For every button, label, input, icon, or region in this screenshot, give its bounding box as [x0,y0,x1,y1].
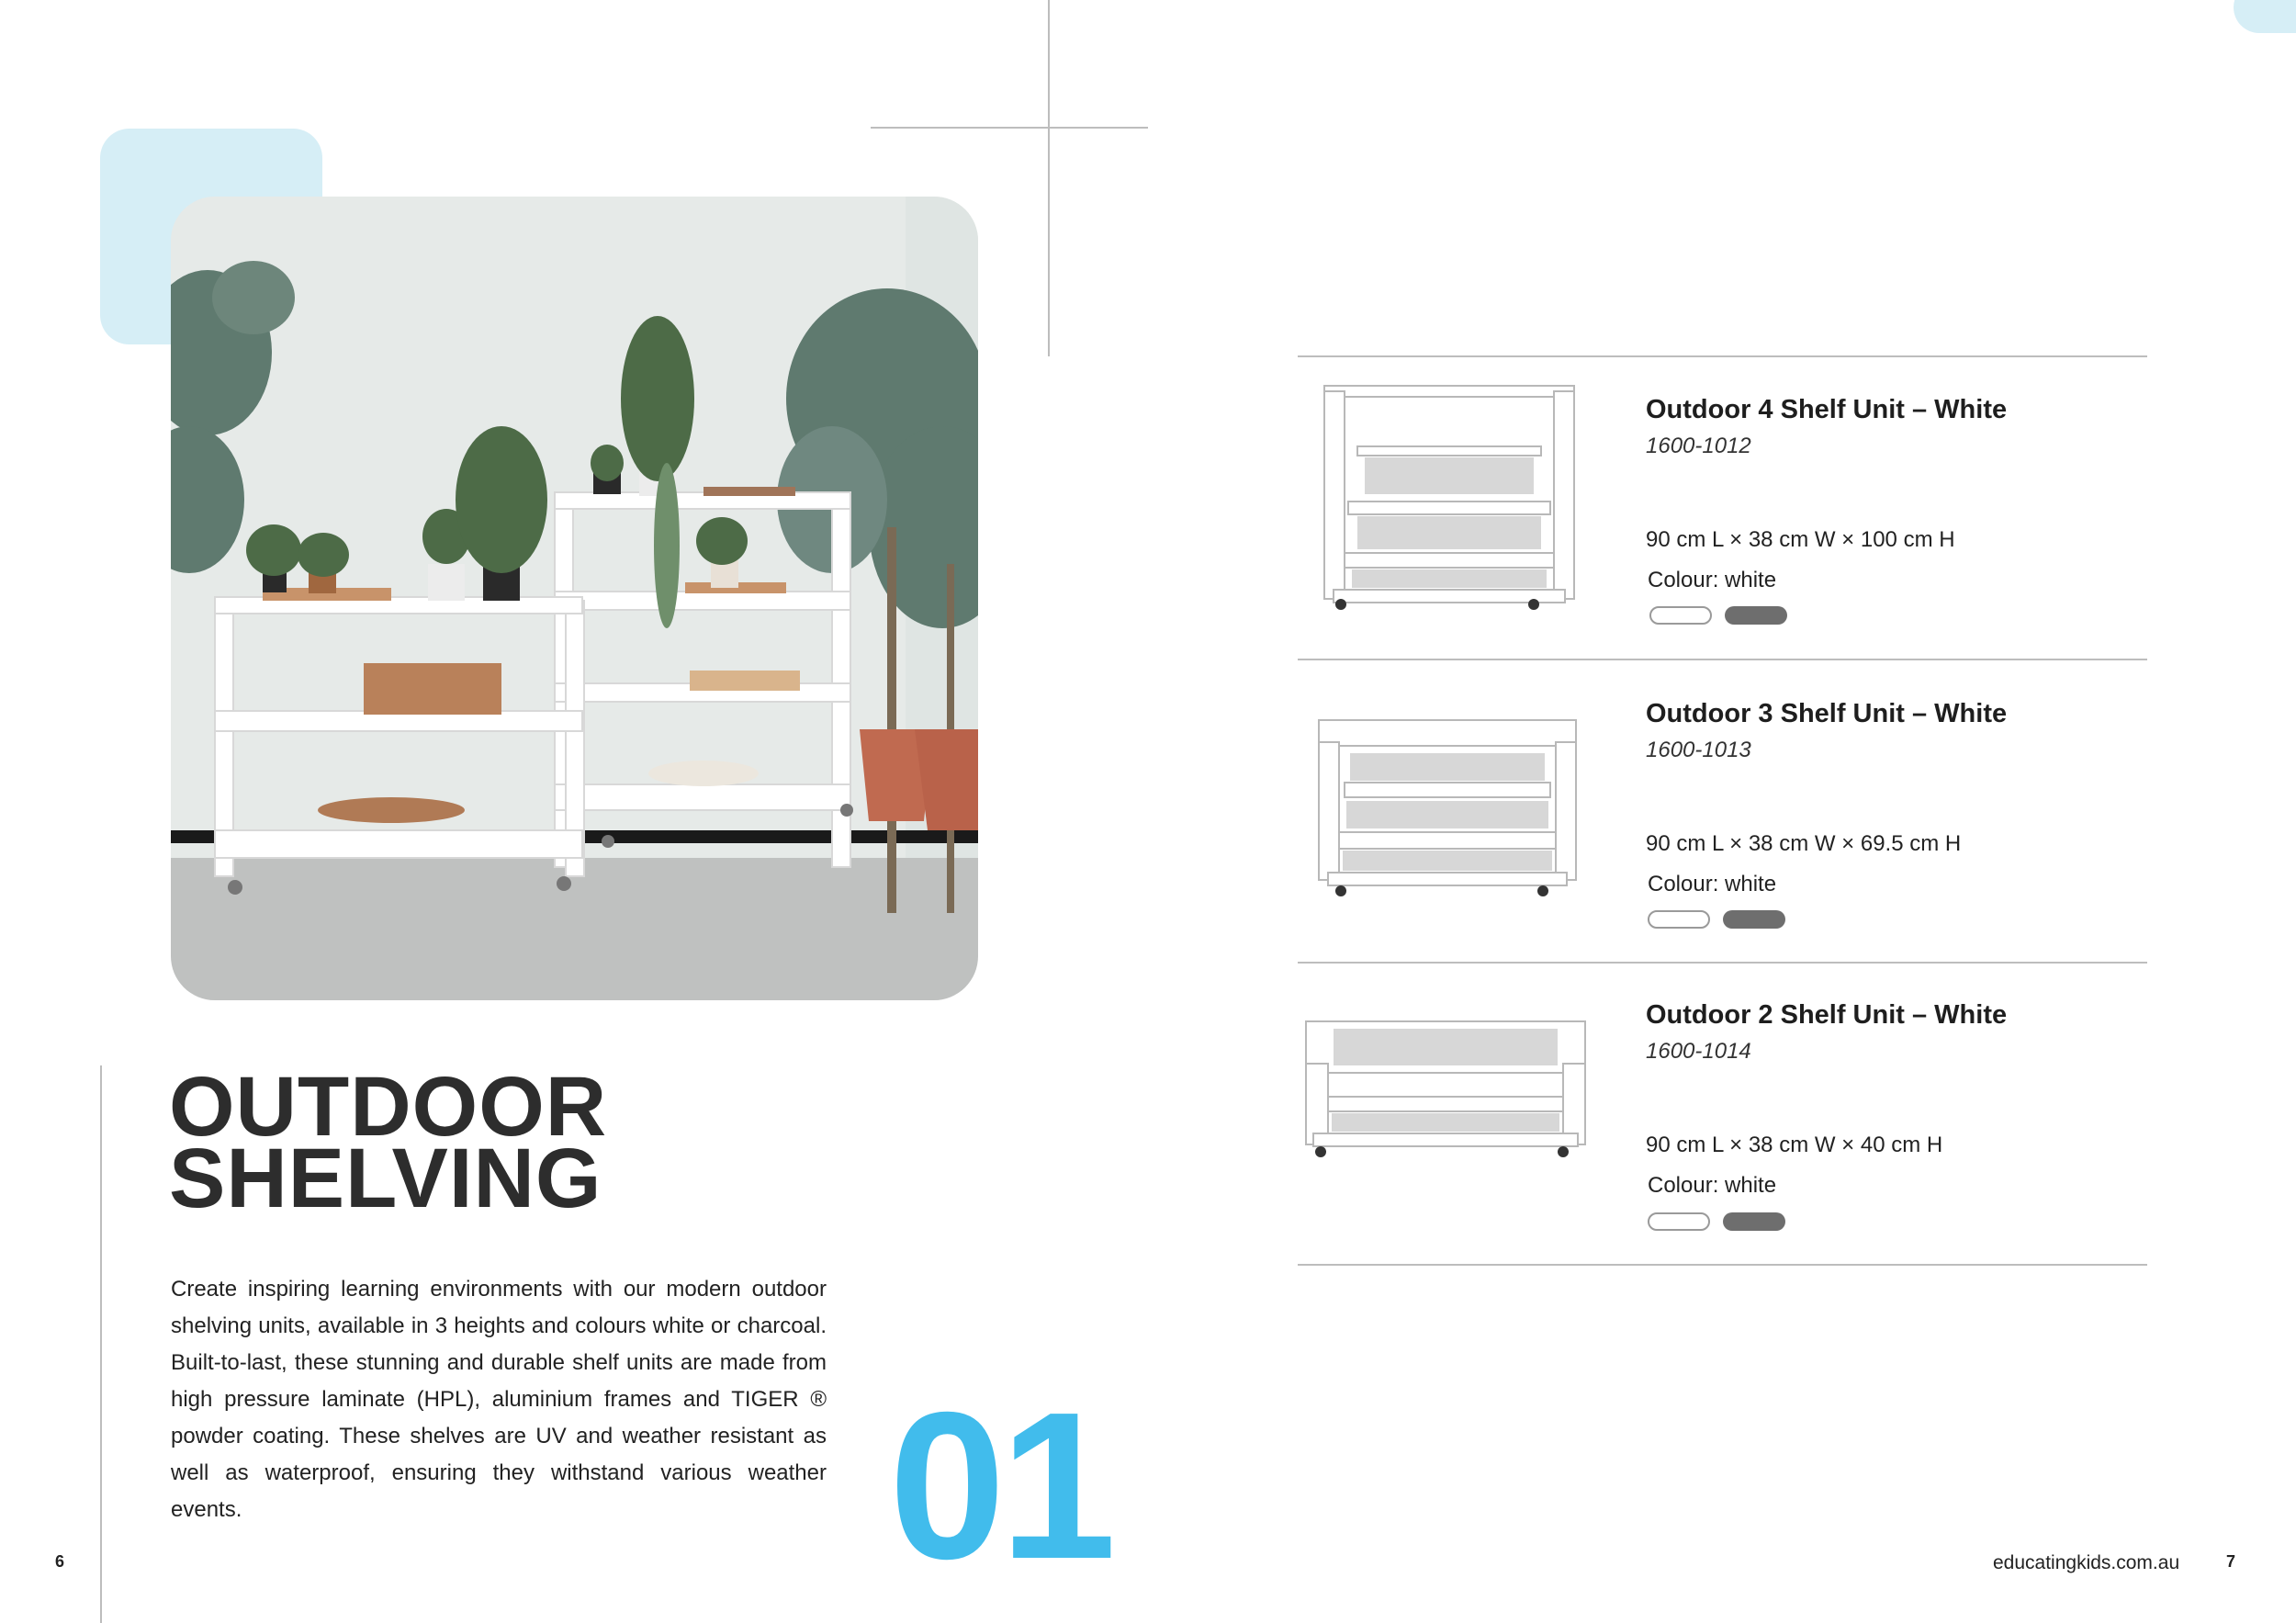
product-divider [1298,355,2147,357]
swatch-charcoal[interactable] [1723,910,1785,929]
product-dimensions: 90 cm L × 38 cm W × 69.5 cm H [1646,831,1962,856]
swatch-charcoal[interactable] [1725,606,1787,625]
product-name: Outdoor 2 Shelf Unit – White [1646,1000,2008,1030]
swatch-white[interactable] [1649,606,1712,625]
product-code: 1600-1014 [1646,1039,1751,1064]
left-page-number: 6 [55,1552,65,1571]
product-name: Outdoor 4 Shelf Unit – White [1646,395,2008,424]
right-page-number: 7 [2226,1552,2236,1571]
crosshair-horizontal-line [871,127,1148,129]
product-colour: Colour: white [1648,872,1777,896]
product-image-4-shelf [1321,382,1578,616]
swatch-white[interactable] [1648,1212,1710,1231]
product-divider [1298,659,2147,660]
product-code: 1600-1012 [1646,434,1751,458]
product-image-3-shelf [1313,716,1581,905]
page-title [169,1060,608,1225]
intro-paragraph: Create inspiring learning environments with our modern outdoor shelving units, available in 3 heights and colours white or charcoal. Built-to-last, these stunning and durable shelf units are made from high pressure laminate (HPL), aluminium frames and TIGER ® powder coating. These shelves are UV and weather resistant as well as waterproof, ensuring they withstand various weather events. [171,1277,827,1522]
product-colour: Colour: white [1648,568,1777,592]
left-margin-line [100,1065,102,1623]
page-title-line-1: OUTDOOR [169,1060,608,1154]
hero-photo [171,197,978,1000]
product-dimensions: 90 cm L × 38 cm W × 40 cm H [1646,1133,1943,1157]
product-image-2-shelf [1297,1018,1594,1164]
section-number: 01 [889,1369,1111,1603]
page-title-line-2: SHELVING [169,1132,602,1225]
product-divider [1298,962,2147,964]
product-divider [1298,1264,2147,1266]
corner-decoration [2234,0,2296,33]
crosshair-vertical-line [1048,0,1050,356]
product-colour: Colour: white [1648,1173,1777,1198]
product-dimensions: 90 cm L × 38 cm W × 100 cm H [1646,527,1955,552]
swatch-charcoal[interactable] [1723,1212,1785,1231]
product-name: Outdoor 3 Shelf Unit – White [1646,699,2008,728]
swatch-white[interactable] [1648,910,1710,929]
website-url[interactable]: educatingkids.com.au [1993,1552,2180,1573]
product-code: 1600-1013 [1646,738,1751,762]
